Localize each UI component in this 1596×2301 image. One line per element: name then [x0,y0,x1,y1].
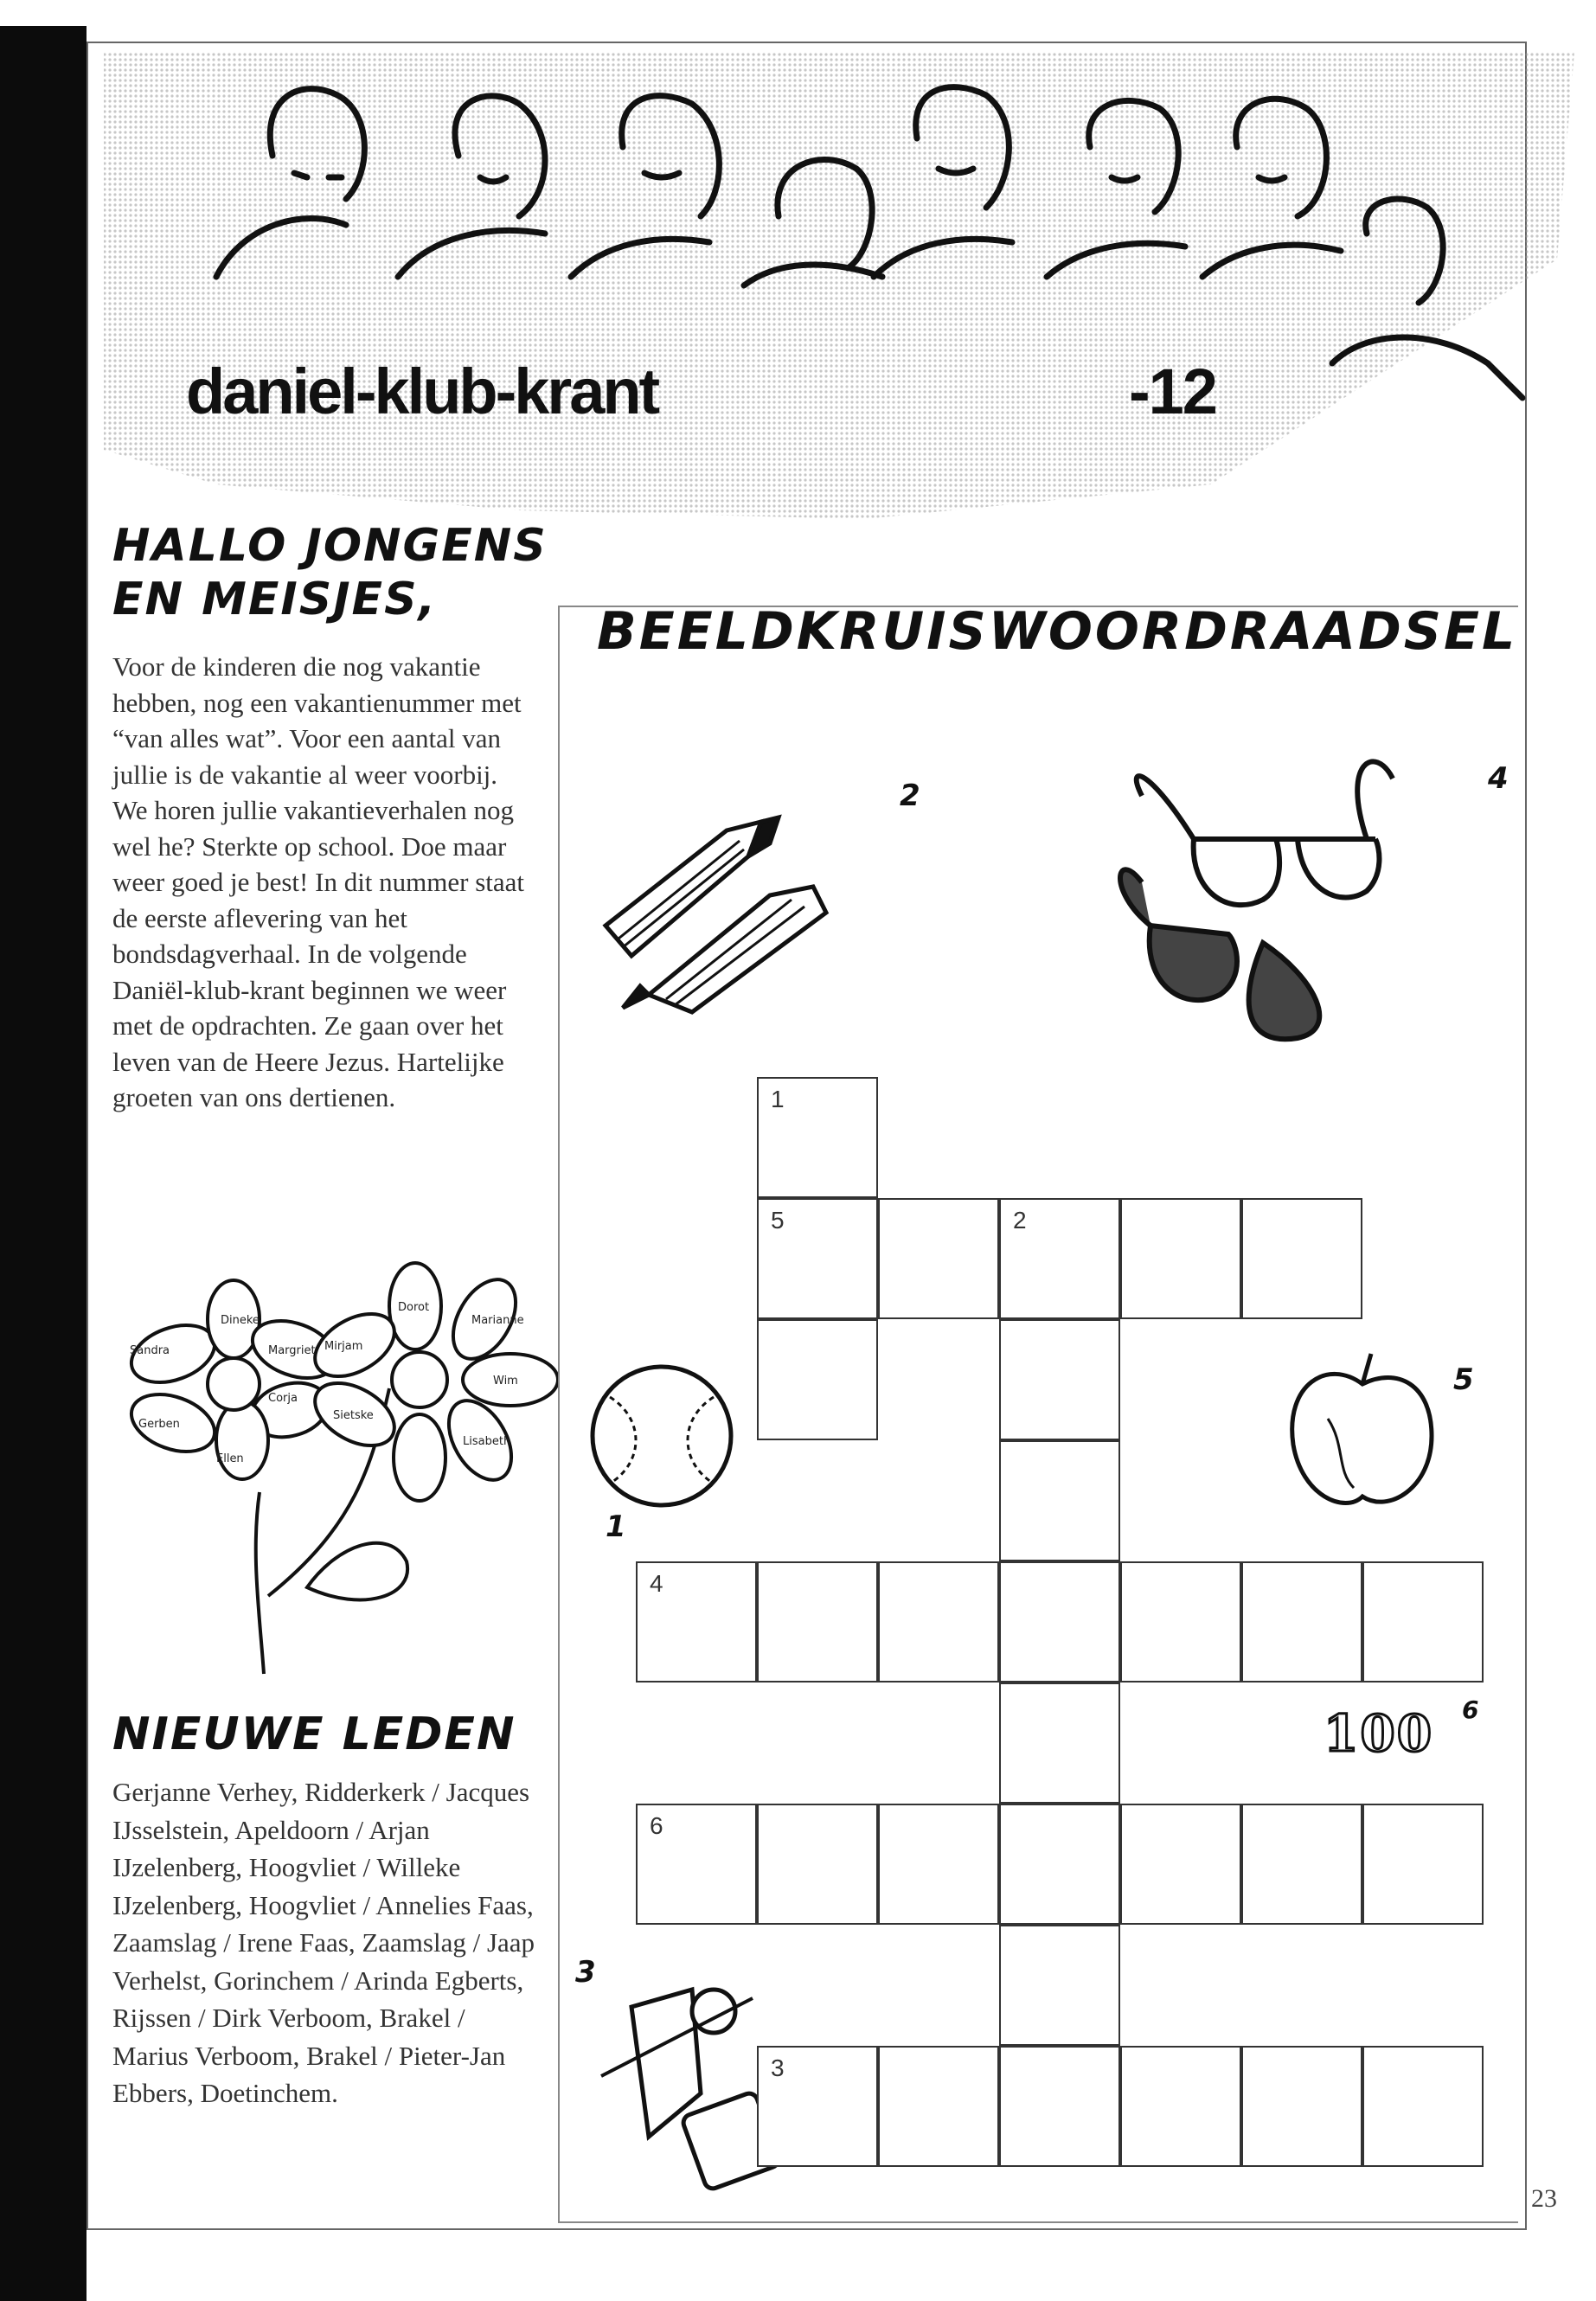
crossword-cell[interactable] [1362,1804,1484,1925]
clue-number-1: 1 [606,1509,626,1544]
clue-number-6: 6 [1462,1695,1479,1724]
crossword-cell[interactable] [757,1561,878,1682]
flower-name: Corja [268,1392,298,1405]
crossword-cell[interactable] [999,2046,1120,2167]
flower-right [304,1263,558,1501]
crossword-cell[interactable] [757,1198,878,1319]
crossword-cell[interactable] [636,1804,757,1925]
pencils-icon [597,804,874,1012]
crossword-cell[interactable] [1120,1804,1241,1925]
crossword-cell[interactable] [757,2046,878,2167]
cell-number: 5 [771,1207,785,1234]
crossword-cell[interactable] [757,1804,878,1925]
crossword-cell[interactable] [636,1561,757,1682]
flower-name: Lisabeth [463,1435,511,1448]
cell-number: 2 [1013,1207,1027,1234]
flower-name: Ellen [216,1452,244,1465]
apple-icon [1276,1349,1449,1522]
flower-left [124,1280,343,1479]
flower-name: Dorot [398,1301,430,1314]
crossword-cell[interactable] [1120,1561,1241,1682]
crossword-cell[interactable] [878,1561,999,1682]
ball-icon [584,1358,748,1522]
crossword-cell[interactable] [1120,2046,1241,2167]
crossword-cell[interactable] [999,1319,1120,1440]
crossword-cell[interactable] [757,1319,878,1440]
crossword-cell[interactable] [1120,1198,1241,1319]
clue-number-4: 4 [1488,761,1509,796]
cell-number: 4 [650,1570,663,1597]
crossword-cell[interactable] [1241,1561,1362,1682]
clue-number-2: 2 [900,779,920,813]
crossword-cell[interactable] [757,1077,878,1198]
faces-illustration [87,0,1596,415]
crossword-cell[interactable] [878,2046,999,2167]
greeting-heading: HALLO JONGENS EN MEISJES, [112,520,548,625]
issue-number: -12 [1129,356,1216,427]
page-number: 23 [1531,2184,1557,2213]
clue-number-5: 5 [1453,1362,1474,1397]
crossword-cell[interactable] [878,1804,999,1925]
new-members-heading: NIEUWE LEDEN [112,1708,516,1760]
crossword-cell[interactable] [1362,2046,1484,2167]
flower-name: Sietske [333,1409,374,1422]
crossword-cell[interactable] [1241,1198,1362,1319]
crossword-cell[interactable] [999,1682,1120,1804]
crossword-cell[interactable] [999,1804,1120,1925]
new-members-list: Gerjanne Verhey, Ridderkerk / Jacques IJsselstein, Apeldoorn / Arjan IJzelenberg, Hoogvliet / Willeke IJzelenberg, Hoogvliet / Annelies Faas, Zaamslag / Irene Faas, Zaamslag / Jaap Verhelst, Gorinchem / Arinda Egberts, Rijssen / Dirk Verboom, Brakel / Marius Verboom, Brakel / Pieter-Jan Ebbers, Doetinchem. [112,1777,535,2108]
crossword-cell[interactable] [1241,1804,1362,1925]
cell-number: 3 [771,2054,785,2081]
flower-name: Mirjam [324,1340,363,1353]
crossword-cell[interactable] [999,1198,1120,1319]
crossword-cell[interactable] [999,1561,1120,1682]
hundred-number: 100 [1324,1704,1434,1763]
flower-illustration [112,1267,562,1682]
flower-name: Margriet [268,1344,316,1357]
intro-text: Voor de kinderen die nog vakantie hebben, nog een vakantienummer met “van alles wat”. Voor een aantal van jullie is de vakantie al weer voorbij. We horen jullie vakantieverhalen nog wel he? Sterkte op school. Doe maar weer goed je best! In dit nummer staat de eerste aflevering van het bondsdagverhaal. In de volgende Daniël-klub-krant beginnen we weer met de opdrachten. Ze gaan over het leven van de Heere Jezus. Hartelijke groeten van ons dertienen. [112,651,525,1112]
newsletter-title: daniel-klub-krant [186,356,658,427]
crossword-cell[interactable] [1362,1561,1484,1682]
flower-name: Gerben [138,1418,180,1431]
clue-number-3: 3 [575,1955,596,1990]
cell-number: 1 [771,1086,785,1112]
crossword-cell[interactable] [1241,2046,1362,2167]
flower-name: Wim [493,1375,518,1388]
crossword-cell[interactable] [878,1198,999,1319]
flower-name: Dineke [221,1314,260,1327]
binding-spine [0,0,87,2301]
header [87,0,1596,536]
flower-name: Sandra [130,1344,170,1357]
crossword-cell[interactable] [999,1925,1120,2046]
glasses-icon [1090,744,1427,1064]
cell-number: 6 [650,1812,663,1839]
flower-name: Marianne [471,1314,524,1327]
page [87,0,1596,2301]
crossword-cell[interactable] [999,1440,1120,1561]
spine-gap [0,0,87,26]
puzzle-title: BEELDKRUISWOORDRAADSEL [597,601,1518,662]
